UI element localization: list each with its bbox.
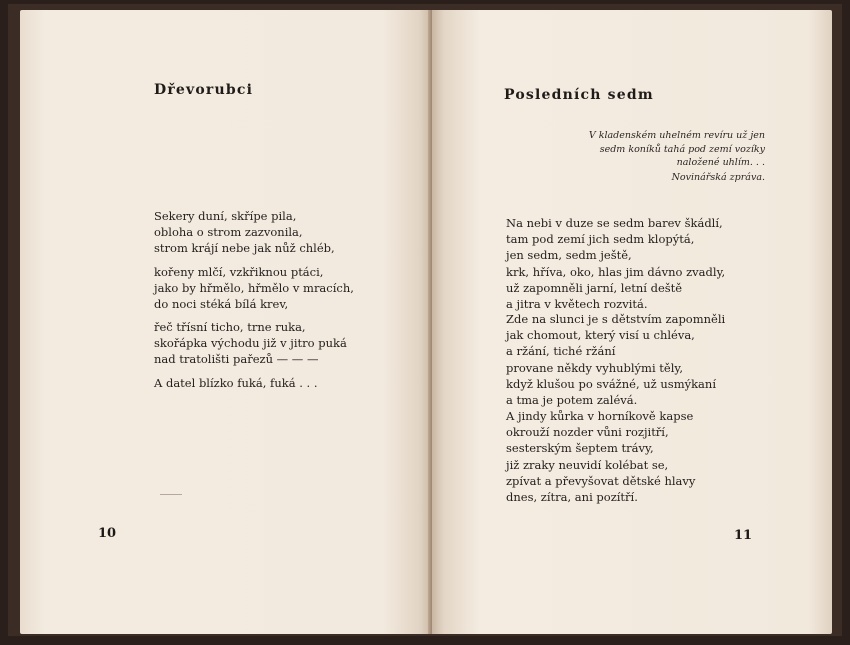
left-stanza-3 <box>154 319 347 368</box>
poem-line: jen sedm, sedm ještě, <box>506 248 632 263</box>
poem-line: obloha o strom zazvonila, <box>154 225 303 240</box>
right-page <box>432 10 832 634</box>
poem-line: Sekery duní, skřípe pila, <box>154 209 297 223</box>
poem-line: a jitra v květech rozvitá. <box>506 297 648 312</box>
ink-mark <box>160 494 182 495</box>
poem-line: okrouží nozder vůni rozjitří, <box>506 425 669 440</box>
right-stanza-3 <box>506 408 695 505</box>
left-stanza-2 <box>154 264 354 313</box>
poem-line: sesterským šeptem trávy, <box>506 441 654 456</box>
left-stanza-1 <box>154 208 335 257</box>
poem-line: skořápka východu již v jitro puká <box>154 336 347 351</box>
poem-line: a ržání, tiché ržání <box>506 344 616 359</box>
poem-line: strom krájí nebe jak nůž chléb, <box>154 241 335 256</box>
poem-line: jako by hřmělo, hřmělo v mracích, <box>154 281 354 296</box>
right-page-number: 11 <box>734 528 753 543</box>
poem-line: dnes, zítra, ani pozítří. <box>506 490 638 505</box>
poem-line: kořeny mlčí, vzkřiknou ptáci, <box>154 265 324 279</box>
poem-line: krk, hříva, oko, hlas jim dávno zvadly, <box>506 264 726 279</box>
poem-line: A datel blízko fuká, fuká . . . <box>154 376 318 390</box>
left-stanza-4 <box>154 375 317 391</box>
poem-line: když klušou po svážné, už usmýkaní <box>506 376 716 391</box>
poem-line: A jindy kůrka v horníkově kapse <box>506 409 694 423</box>
poem-line: Zde na slunci je s dětstvím zapomněli <box>506 312 726 326</box>
poem-line: již zraky neuvidí kolébat se, <box>506 457 669 472</box>
right-page-title: Posledních sedm <box>504 87 654 103</box>
epigraph-line: V kladenském uhelném revíru už jen <box>588 130 765 141</box>
epigraph-source: Novinářská zpráva. <box>671 171 765 183</box>
left-page-number: 10 <box>98 526 117 541</box>
poem-line: Na nebi v duze se sedm barev škádlí, <box>506 216 723 230</box>
poem-line: zpívat a převyšovat dětské hlavy <box>506 473 696 488</box>
poem-line: tam pod zemí jich sedm klopýtá, <box>506 232 695 247</box>
left-page-title: Dřevorubci <box>154 82 254 98</box>
right-stanza-1 <box>506 215 725 312</box>
right-stanza-2 <box>506 311 725 408</box>
epigraph <box>575 129 765 184</box>
poem-line: provane někdy vyhublými těly, <box>506 360 684 375</box>
left-page <box>20 10 432 634</box>
epigraph-line: sedm koníků tahá pod zemí vozíky <box>599 143 765 155</box>
open-book <box>8 4 842 636</box>
poem-line: jak chomout, který visí u chléva, <box>506 328 695 343</box>
poem-line: a tma je potem zalévá. <box>506 393 638 408</box>
poem-line: nad tratolišti pařezů — — — <box>154 352 319 367</box>
epigraph-line: naložené uhlím. . . <box>676 157 765 168</box>
poem-line: už zapomněli jarní, letní deště <box>506 280 683 295</box>
poem-line: řeč třísní ticho, trne ruka, <box>154 320 306 334</box>
poem-line: do noci stéká bílá krev, <box>154 297 289 312</box>
